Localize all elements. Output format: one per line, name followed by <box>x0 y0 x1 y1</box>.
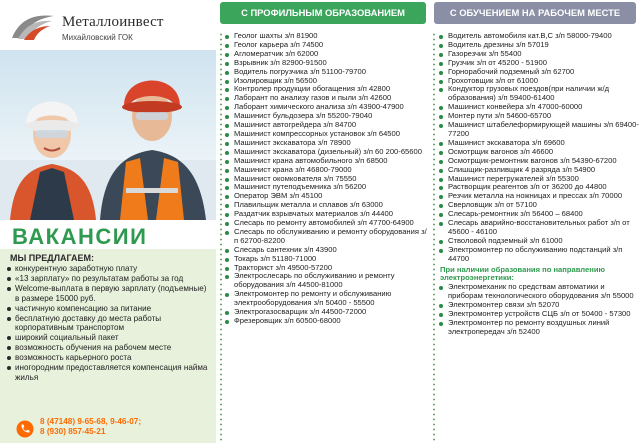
vacancy-item: Резчик металла на ножницах и прессах з/п 70000 <box>436 192 639 201</box>
vacancy-item: Контролер продукции обогащения з/п 42800 <box>222 85 428 94</box>
vacancy-item: Электромонтер по ремонту и обслуживанию электрооборудования з/п 50400 - 55500 <box>222 290 428 308</box>
vacancy-item: Электрогазосварщик з/п 44500-72000 <box>222 308 428 317</box>
vacancy-item: Горнорабочий подземный з/п 62700 <box>436 68 639 77</box>
vacancy-item: Лаборант по анализу газов и пыли з/п 42600 <box>222 94 428 103</box>
vacancy-item: Машинист путеподъемника з/п 56200 <box>222 183 428 192</box>
vacancy-item: Взрывник з/п 82900-91500 <box>222 59 428 68</box>
vacancy-item: Слесарь по обслуживанию и ремонту оборудования з/п 62700-82200 <box>222 228 428 246</box>
vacancy-item: Электромонтер по обслуживанию подстанций з/п 44700 <box>436 246 639 264</box>
vacancy-item: Электромонтер по ремонту воздушных линий электропередач з/п 52400 <box>436 319 639 337</box>
workers-illustration <box>0 50 216 220</box>
vacancy-item: Осмотрщик вагонов з/п 46600 <box>436 148 639 157</box>
profile-education-header: С ПРОФИЛЬНЫМ ОБРАЗОВАНИЕМ <box>220 2 426 24</box>
electrical-education-subheading: При наличии образования по направлению электроэнергетики: <box>440 264 605 283</box>
vacancies-title: ВАКАНСИИ <box>12 224 148 249</box>
vacancy-item: Машинист экскаватора з/п 78900 <box>222 139 428 148</box>
offer-heading: МЫ ПРЕДЛАГАЕМ: <box>10 253 95 263</box>
worker-man <box>100 81 206 221</box>
vacancy-item: Фрезеровщик з/п 60500-68000 <box>222 317 428 326</box>
offer-item: иногородним предоставляется компенсация найма жилья <box>6 363 210 383</box>
dotted-divider <box>433 32 435 442</box>
vacancy-item: Машинист крана автомобильного з/п 68500 <box>222 157 428 166</box>
vacancy-item: Машинист окомкователя з/п 75550 <box>222 175 428 184</box>
logo-subtitle: Михайловский ГОК <box>62 33 133 42</box>
vacancy-item: Машинист компрессорных установок з/п 64500 <box>222 130 428 139</box>
vacancy-item: Электромеханик по средствам автоматики и приборам технологического оборудования з/п 55000 <box>436 283 639 301</box>
vacancy-item: Геолог карьера з/п 74500 <box>222 41 428 50</box>
vacancy-item: Машинист конвейера з/п 47000-60000 <box>436 103 639 112</box>
vacancy-item: Геолог шахты з/п 81900 <box>222 32 428 41</box>
phone-numbers <box>40 417 141 437</box>
profile-vacancy-list <box>222 32 428 326</box>
vacancy-item: Растворщик реагентов з/п от 36200 до 44800 <box>436 183 639 192</box>
vacancy-item: Плавильщик металла и сплавов з/п 63000 <box>222 201 428 210</box>
vacancy-item: Газорезчик з/п 55400 <box>436 50 639 59</box>
on-job-training-header: С ОБУЧЕНИЕМ НА РАБОЧЕМ МЕСТЕ <box>434 2 636 24</box>
vacancy-item: Электромонтер связи з/п 52070 <box>436 301 639 310</box>
vacancy-item: Грохотовщик з/п от 61000 <box>436 77 639 86</box>
offer-item: «13 зарплату» по результатам работы за год <box>6 274 210 284</box>
vacancy-item: Слесарь сантехник з/п 43900 <box>222 246 428 255</box>
vacancy-item: Электрослесарь по обслуживанию и ремонту оборудования з/п 44500-81000 <box>222 272 428 290</box>
vacancy-item: Оператор ЭВМ з/п 45100 <box>222 192 428 201</box>
vacancy-item: Слесарь аварийно-восстановительных работ з/п от 45600 - 46100 <box>436 219 639 237</box>
logo-mark-icon <box>10 12 56 42</box>
vacancy-item: Машинист штабелеформирующей машины з/п 69400-77200 <box>436 121 639 139</box>
phone-icon <box>16 420 34 438</box>
vacancy-item: Водитель автомобиля кат.В,С з/п 58000-79400 <box>436 32 639 41</box>
vacancy-item: Осмотрщик-ремонтник вагонов з/п 54390-67200 <box>436 157 639 166</box>
left-panel <box>0 0 216 443</box>
vacancy-item: Машинист экскаватора (дизельный) з/п 60 200-65600 <box>222 148 428 157</box>
vacancy-item: Лаборант химического анализа з/п 43900-47900 <box>222 103 428 112</box>
offer-item: бесплатную доставку до места работы корпоративным транспортом <box>6 314 210 334</box>
vacancy-item: Машинист бульдозера з/п 55200-79040 <box>222 112 428 121</box>
vacancy-item: Машинист экскаватора з/п 69600 <box>436 139 639 148</box>
offer-item: возможность карьерного роста <box>6 353 210 363</box>
on-job-training-column <box>430 0 640 443</box>
vacancy-item: Монтер пути з/п 54600-65700 <box>436 112 639 121</box>
vacancy-item: Машинист перегружателей з/п 55300 <box>436 175 639 184</box>
workers-photo <box>0 50 216 220</box>
vacancy-item: Стволовой подземный з/п 61000 <box>436 237 639 246</box>
contact-block <box>6 416 211 442</box>
profile-education-column <box>218 0 428 443</box>
vacancy-item: Электромонтер устройств СЦБ з/п от 50400 - 57300 <box>436 310 639 319</box>
vacancy-item: Водитель погрузчика з/п 51100-79700 <box>222 68 428 77</box>
phone-1[interactable]: 8 (47148) 9-65-68, 9-46-07; <box>40 417 142 426</box>
logo-name: Металлоинвест <box>62 14 164 30</box>
training-vacancy-list <box>436 32 639 337</box>
offer-item: конкурентную заработную плату <box>6 264 210 274</box>
vacancy-item: Машинист автогрейдера з/п 84700 <box>222 121 428 130</box>
offer-list <box>6 264 210 383</box>
vacancy-item: Тракторист з/п 49500-57200 <box>222 264 428 273</box>
vacancy-item: Сверловщик з/п от 57100 <box>436 201 639 210</box>
vacancy-item: Водитель дрезины з/п 57019 <box>436 41 639 50</box>
vacancy-item: Кондуктор грузовых поездов(при наличии ж/д образования) з/п 59400-61400 <box>436 85 639 103</box>
vacancy-item: Слишщик-разливщик 4 разряда з/п 54900 <box>436 166 639 175</box>
vacancy-item: Агломератчик з/п 62000 <box>222 50 428 59</box>
vacancy-item: Изолировщик з/п 56500 <box>222 77 428 86</box>
phone-2[interactable]: 8 (930) 857-45-21 <box>40 427 106 436</box>
vacancy-item: Слесарь по ремонту автомобилей з/п 47700-64900 <box>222 219 428 228</box>
offer-box <box>0 249 216 443</box>
company-logo <box>8 8 213 48</box>
vacancy-item: Слесарь-ремонтник з/п 56400 – 68400 <box>436 210 639 219</box>
vacancy-item: Токарь з/п 51180-71000 <box>222 255 428 264</box>
vacancy-item: Грузчик з/п от 45200 - 51900 <box>436 59 639 68</box>
offer-item: широкий социальный пакет <box>6 333 210 343</box>
offer-item: частичную компенсацию за питание <box>6 304 210 314</box>
offer-item: Welcome-выплата в первую зарплату (подъемные) в размере 15000 руб. <box>6 284 210 304</box>
offer-item: возможность обучения на рабочем месте <box>6 343 210 353</box>
vacancy-item: Машинист крана з/п 46800-79000 <box>222 166 428 175</box>
vacancy-item: Раздатчик взрывчатых материалов з/п 44400 <box>222 210 428 219</box>
